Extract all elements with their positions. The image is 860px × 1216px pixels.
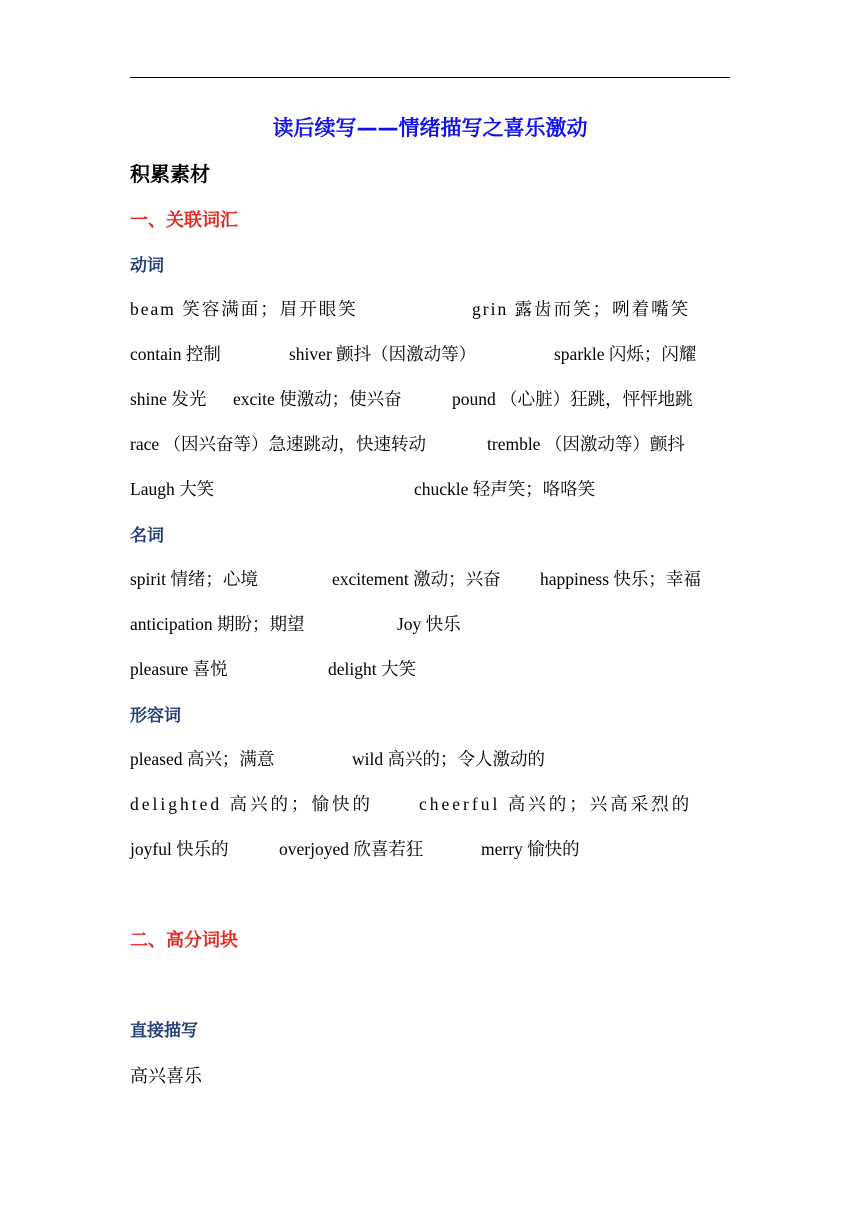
verb-row xyxy=(130,296,730,324)
vocab-entry: delighted 高兴的；愉快的 xyxy=(130,794,373,814)
nouns-label: 名词 xyxy=(130,526,164,546)
noun-row xyxy=(130,656,730,684)
noun-row xyxy=(130,611,730,639)
vocab-entry: spirit 情绪；心境 xyxy=(130,569,258,589)
direct-description-label: 直接描写 xyxy=(130,1021,198,1041)
vocab-entry: joyful 快乐的 xyxy=(130,839,229,859)
vocab-entry: tremble （因激动等）颤抖 xyxy=(487,434,685,454)
vocab-entry: shiver 颤抖（因激动等） xyxy=(289,344,477,364)
adjective-row xyxy=(130,791,730,819)
header-rule xyxy=(130,77,730,78)
vocab-entry: grin 露齿而笑；咧着嘴笑 xyxy=(472,299,691,319)
part1-heading: 一、关联词汇 xyxy=(130,210,238,231)
vocab-entry: excite 使激动；使兴奋 xyxy=(233,389,402,409)
document-title: 读后续写——情绪描写之喜乐激动 xyxy=(272,116,588,140)
vocab-entry: contain 控制 xyxy=(130,344,221,364)
vocab-entry: chuckle 轻声笑；咯咯笑 xyxy=(414,479,596,499)
vocab-entry: shine 发光 xyxy=(130,389,207,409)
vocab-entry: merry 愉快的 xyxy=(481,839,580,859)
vocab-entry: overjoyed 欣喜若狂 xyxy=(279,839,424,859)
vocab-entry: cheerful 高兴的；兴高采烈的 xyxy=(419,794,693,814)
section-heading: 积累素材 xyxy=(130,162,210,186)
noun-row xyxy=(130,566,730,594)
category-item: 高兴喜乐 xyxy=(130,1066,202,1087)
verb-row xyxy=(130,386,730,414)
part2-heading: 二、高分词块 xyxy=(130,930,238,951)
vocab-entry: happiness 快乐；幸福 xyxy=(540,569,701,589)
vocab-entry: pleasure 喜悦 xyxy=(130,659,228,679)
verb-row xyxy=(130,341,730,369)
verb-row xyxy=(130,476,730,504)
vocab-entry: wild 高兴的；令人激动的 xyxy=(352,749,545,769)
vocab-entry: sparkle 闪烁；闪耀 xyxy=(554,344,697,364)
adjective-row xyxy=(130,836,730,864)
vocab-entry: anticipation 期盼；期望 xyxy=(130,614,305,634)
adjectives-label: 形容词 xyxy=(130,706,181,726)
vocab-entry: beam 笑容满面；眉开眼笑 xyxy=(130,299,358,319)
vocab-entry: delight 大笑 xyxy=(328,659,416,679)
vocab-entry: race （因兴奋等）急速跳动，快速转动 xyxy=(130,434,427,454)
adjective-row xyxy=(130,746,730,774)
vocab-entry: pound （心脏）狂跳，怦怦地跳 xyxy=(452,389,693,409)
vocab-entry: Laugh 大笑 xyxy=(130,479,215,499)
vocab-entry: pleased 高兴；满意 xyxy=(130,749,275,769)
verbs-label: 动词 xyxy=(130,256,164,276)
verb-row xyxy=(130,431,730,459)
vocab-entry: Joy 快乐 xyxy=(397,614,461,634)
vocab-entry: excitement 激动；兴奋 xyxy=(332,569,501,589)
